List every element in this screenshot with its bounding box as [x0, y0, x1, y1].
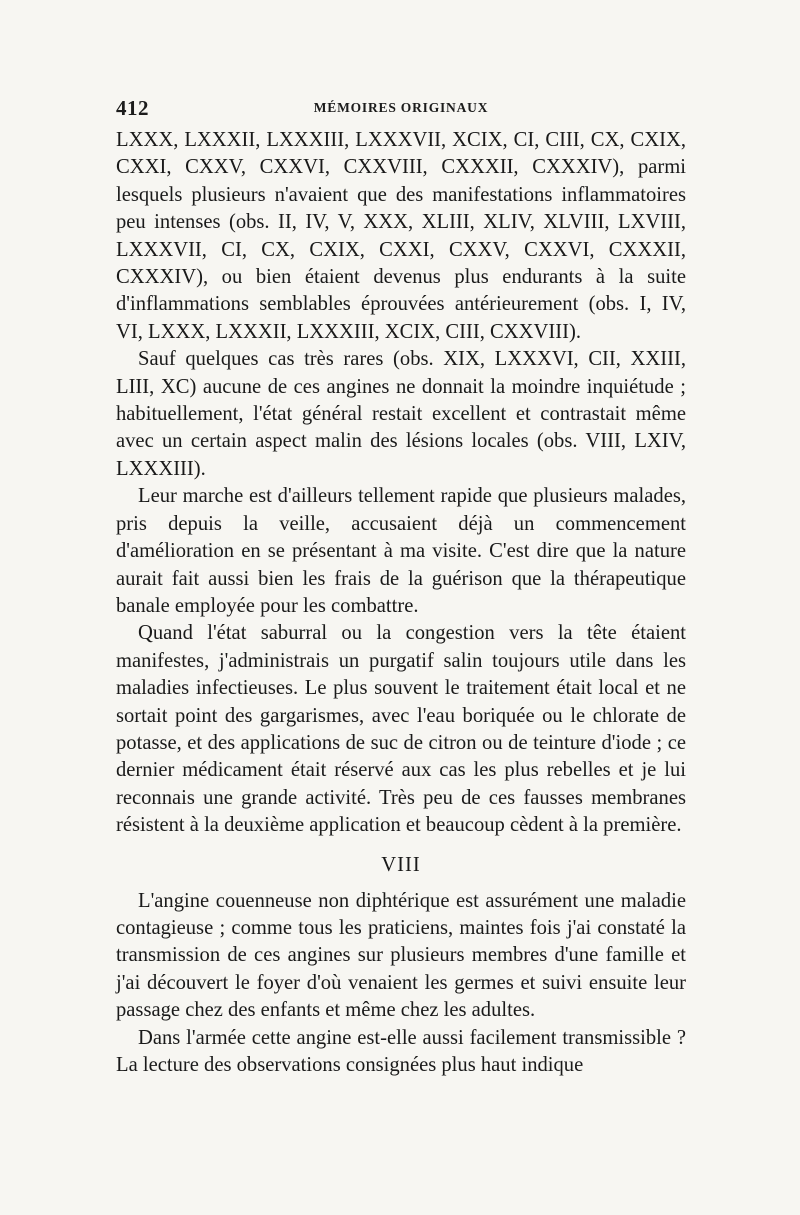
body-text — [116, 127, 686, 1079]
paragraph: Quand l'état saburral ou la congestion vers la tête étaient manifestes, j'administrais un purgatif salin toujours utile dans les maladies infectieuses. Le plus souvent le traitement était local et ne sortait point des gargarismes, avec l'eau boriquée ou le chlorate de potasse, et des applications de suc de citron ou de teinture d'iode ; ce dernier médicament était réservé aux cas les plus rebelles et je lui reconnais une grande activité. Très peu de ces fausses membranes résistent à la deuxième application et beaucoup cèdent à la première. — [116, 622, 686, 837]
paragraph: L'angine couenneuse non diphtérique est assurément une maladie contagieuse ; comme tous les praticiens, maintes fois j'ai constaté la transmission de ces angines sur plusieurs membres d'une famille et j'ai découvert le foyer d'où venaient les germes et suivi ensuite leur passage chez des enfants et même chez les adultes. — [116, 889, 686, 1022]
page-number: 412 — [116, 96, 149, 120]
page-header — [116, 96, 686, 128]
paragraph: Leur marche est d'ailleurs tellement rapide que plusieurs malades, pris depuis la veille, accusaient déjà un commencement d'amélioration en se présentant à ma visite. C'est dire que la nature aurait fait aussi bien les frais de la guérison que la thérapeutique banale employée pour les combattre. — [116, 485, 686, 617]
paragraph: Sauf quelques cas très rares (obs. XIX, LXXXVI, CII, XXIII, LIII, XC) aucune de ces angines ne donnait la moindre inquiétude ; habituellement, l'état général restait excellent et contrastait même avec un certain aspect malin des lésions locales (obs. VIII, LXIV, LXXXIII). — [116, 348, 686, 480]
running-title: MÉMOIRES ORIGINAUX — [313, 100, 489, 115]
section-heading: VIII — [381, 853, 421, 876]
paragraph: Dans l'armée cette angine est-elle aussi facilement transmissible ? La lecture des observations consignées plus haut indique — [116, 1026, 686, 1076]
paragraph: LXXX, LXXXII, LXXXIII, LXXXVII, XCIX, CI, CIII, CX, CXIX, CXXI, CXXV, CXXVI, CXXVIII, CXXXII, CXXXIV), parmi lesquels plusieurs n'avaient que des manifestations inflammatoires peu intenses (obs. II, IV, V, XXX, XLIII, XLIV, XLVIII, LXVIII, LXXXVII, CI, CX, CXIX, CXXI, CXXV, CXXVI, CXXXII, CXXXIV), ou bien étaient devenus plus endurants à la suite d'inflammations semblables éprouvées antérieurement (obs. I, IV, VI, LXXX, LXXXII, LXXXIII, XCIX, CIII, CXXVIII). — [116, 129, 686, 343]
